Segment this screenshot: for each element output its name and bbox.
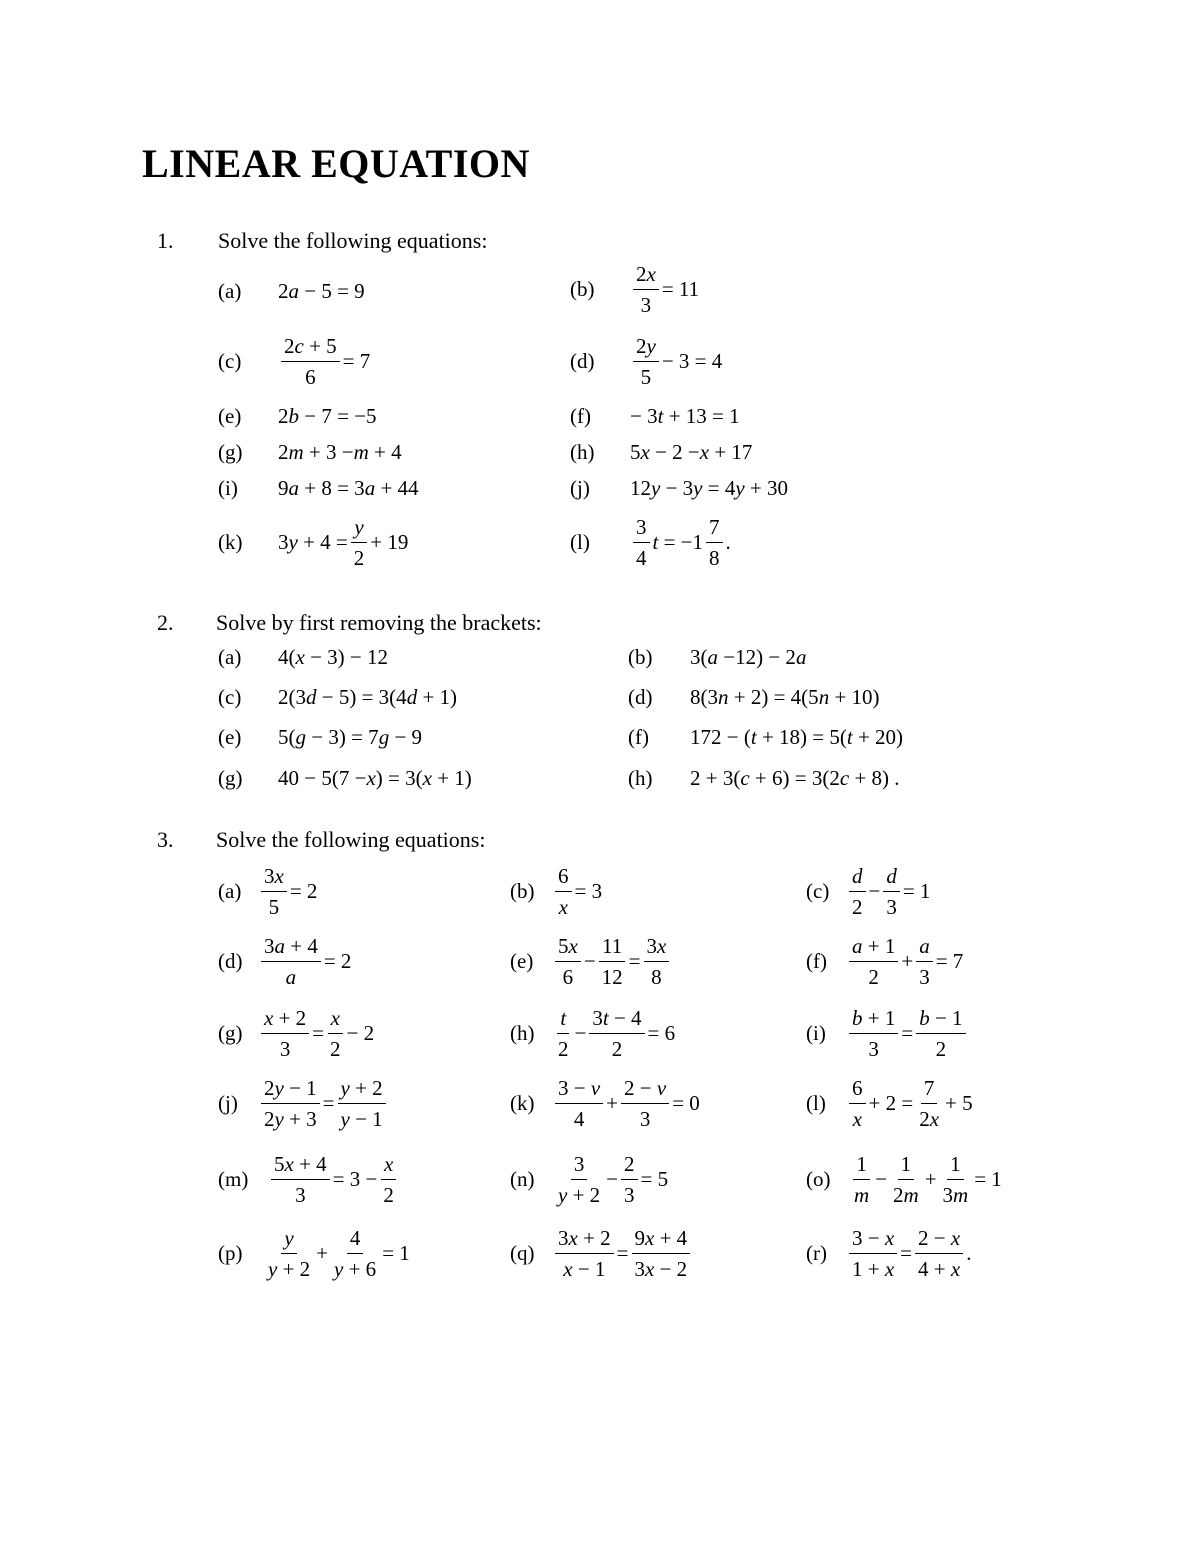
equation: 172 − ( t + 18) = 5( t + 20) xyxy=(690,725,904,749)
q3-item-c xyxy=(806,864,930,919)
item-label: (a) xyxy=(218,279,242,303)
equation: 2 a − 5 = 9 xyxy=(278,279,365,303)
item-label: (i) xyxy=(806,1021,826,1046)
equation: $\frac{y}{y + 2}$ + $\frac{4}{y + 6}$ = 1 xyxy=(268,1226,410,1282)
equation: $\frac{3a + 4}{a}$ = 2 xyxy=(258,934,351,989)
q1-item-g xyxy=(218,440,402,465)
item-label: (d) xyxy=(570,349,595,374)
q3-item-e xyxy=(510,934,672,989)
item-label: (d) xyxy=(628,685,653,709)
equation: $\frac{x + 2}{3}$ = $\frac{x}{2}$ − 2 xyxy=(258,1006,374,1061)
q3-item-h xyxy=(510,1006,675,1061)
equation: $\frac{3}{y + 2}$ − $\frac{2}{3}$ = 5 xyxy=(558,1152,669,1208)
q1-item-i xyxy=(218,476,419,501)
question-3-instruction: Solve the following equations: xyxy=(216,827,486,852)
q2-item-d xyxy=(628,685,880,710)
equation: $\frac{6}{x}$ + 2 = $\frac{7}{2x}$ + 5 xyxy=(846,1076,973,1131)
equation: 3( a −12) − 2 a xyxy=(690,645,807,669)
item-label: (n) xyxy=(510,1167,535,1192)
question-1-number: 1. xyxy=(157,228,174,253)
equation: $\frac{3 - v}{4}$ + $\frac{2 - v}{3}$ = 0 xyxy=(552,1076,700,1131)
q3-item-d xyxy=(218,934,351,989)
q1-item-b xyxy=(570,262,699,317)
q1-item-e xyxy=(218,404,377,429)
item-label: (c) xyxy=(806,879,830,904)
item-label: (c) xyxy=(218,349,242,374)
q2-item-b xyxy=(628,645,806,670)
q3-item-a xyxy=(218,864,317,919)
equation: $\frac{1}{m}$ − $\frac{1}{2m}$ + $\frac{1}{3m}$ = 1 xyxy=(854,1152,1002,1208)
item-label: (b) xyxy=(510,879,535,904)
equation: 5( g − 3) = 7 g − 9 xyxy=(278,725,423,749)
item-label: (l) xyxy=(806,1091,826,1116)
item-label: (f) xyxy=(628,725,649,749)
q3-item-p xyxy=(218,1226,410,1281)
item-label: (h) xyxy=(570,440,595,464)
equation: 2 b − 7 = −5 xyxy=(278,404,377,428)
equation: $\frac{3}{4}$ t = −1 $\frac{7}{8}$ . xyxy=(630,515,731,570)
equation: $\frac{2x}{3}$ = 11 xyxy=(630,262,699,317)
equation: 2 m + 3 − m + 4 xyxy=(278,440,402,464)
q3-item-r xyxy=(806,1226,971,1281)
item-label: (b) xyxy=(628,645,653,669)
equation: − 3 t + 13 = 1 xyxy=(630,404,740,428)
q2-item-f xyxy=(628,725,903,750)
equation: $\frac{2y}{5}$ − 3 = 4 xyxy=(630,334,722,389)
item-label: (c) xyxy=(218,685,242,709)
equation: $\frac{5x + 4}{3}$ = 3 − $\frac{x}{2}$ xyxy=(268,1152,400,1207)
q3-item-i xyxy=(806,1006,969,1061)
item-label: (d) xyxy=(218,949,243,974)
item-label: (i) xyxy=(218,476,238,500)
item-label: (m) xyxy=(218,1167,249,1192)
q3-item-j xyxy=(218,1076,389,1131)
question-1-instruction: Solve the following equations: xyxy=(218,228,488,253)
q1-item-c xyxy=(218,334,370,389)
q2-item-c xyxy=(218,685,457,710)
q3-item-l xyxy=(806,1076,973,1131)
q3-item-b xyxy=(510,864,602,919)
q1-item-k xyxy=(218,515,408,570)
item-label: (h) xyxy=(510,1021,535,1046)
item-label: (e) xyxy=(510,949,534,974)
equation: $\frac{a + 1}{2}$ + $\frac{a}{3}$ = 7 xyxy=(846,934,963,989)
q1-item-a xyxy=(218,279,365,304)
question-2-number: 2. xyxy=(157,610,174,635)
item-label: (f) xyxy=(570,404,591,428)
item-label: (b) xyxy=(570,277,595,302)
q1-item-l xyxy=(570,515,731,570)
q3-item-g xyxy=(218,1006,374,1061)
item-label: (k) xyxy=(510,1091,535,1116)
equation: $\frac{t}{2}$ − $\frac{3t - 4}{2}$ = 6 xyxy=(558,1006,676,1062)
q1-item-d xyxy=(570,334,722,389)
equation: $\frac{3x + 2}{x - 1}$ = $\frac{9x + 4}{3x - 2}$ xyxy=(552,1226,693,1281)
item-label: (e) xyxy=(218,404,242,428)
equation: 3 y + 4 = $\frac{y}{2}$ + 19 xyxy=(278,515,409,571)
equation: 2 + 3( c + 6) = 3(2 c + 8) . xyxy=(690,766,900,790)
item-label: (q) xyxy=(510,1241,535,1266)
q2-item-a xyxy=(218,645,388,670)
item-label: (a) xyxy=(218,879,242,904)
equation: $\frac{3x}{5}$ = 2 xyxy=(258,864,317,919)
equation: 9 a + 8 = 3 a + 44 xyxy=(278,476,419,500)
item-label: (p) xyxy=(218,1241,243,1266)
q2-item-g xyxy=(218,766,472,791)
q2-item-e xyxy=(218,725,422,750)
equation: 4( x − 3) − 12 xyxy=(278,645,389,669)
item-label: (j) xyxy=(218,1091,238,1116)
item-label: (r) xyxy=(806,1241,827,1266)
item-label: (h) xyxy=(628,766,653,790)
q3-item-m xyxy=(218,1152,400,1207)
item-label: (a) xyxy=(218,645,242,669)
question-2-instruction: Solve by first removing the brackets: xyxy=(216,610,542,635)
q3-item-f xyxy=(806,934,963,989)
item-label: (k) xyxy=(218,530,243,555)
q3-item-k xyxy=(510,1076,700,1131)
q3-item-q xyxy=(510,1226,693,1281)
item-label: (g) xyxy=(218,1021,243,1046)
equation: $\frac{5x}{6}$ − $\frac{11}{12}$ = $\frac{3x}{8}$ xyxy=(552,934,672,989)
equation: $\frac{2y - 1}{2y + 3}$ = $\frac{y + 2}{y - 1}$ xyxy=(258,1076,389,1131)
q3-item-n xyxy=(510,1152,668,1207)
equation: 12 y − 3 y = 4 y + 30 xyxy=(630,476,789,500)
equation: $\frac{d}{2}$ − $\frac{d}{3}$ = 1 xyxy=(846,864,930,919)
equation: $\frac{6}{x}$ = 3 xyxy=(552,864,602,919)
equation: 5 x − 2 − x + 17 xyxy=(630,440,753,464)
q1-item-f xyxy=(570,404,740,429)
item-label: (f) xyxy=(806,949,827,974)
item-label: (o) xyxy=(806,1167,831,1192)
q3-item-o xyxy=(806,1152,1002,1207)
item-label: (j) xyxy=(570,476,590,500)
equation: $\frac{b + 1}{3}$ = $\frac{b - 1}{2}$ xyxy=(846,1006,969,1061)
q2-item-h xyxy=(628,766,900,791)
q1-item-h xyxy=(570,440,752,465)
equation: 40 − 5(7 − x ) = 3( x + 1) xyxy=(278,766,472,790)
equation: 2(3 d − 5) = 3(4 d + 1) xyxy=(278,685,458,709)
item-label: (g) xyxy=(218,440,243,464)
equation: $\frac{3 - x}{1 + x}$ = $\frac{2 - x}{4 + x}$ . xyxy=(846,1226,971,1281)
equation: 8(3 n + 2) = 4(5 n + 10) xyxy=(690,685,880,709)
item-label: (g) xyxy=(218,766,243,790)
question-3-number: 3. xyxy=(157,827,174,852)
item-label: (l) xyxy=(570,530,590,555)
item-label: (e) xyxy=(218,725,242,749)
page-title: LINEAR EQUATION xyxy=(142,141,530,186)
equation: $\frac{2c + 5}{6}$ = 7 xyxy=(278,334,370,389)
q1-item-j xyxy=(570,476,788,501)
